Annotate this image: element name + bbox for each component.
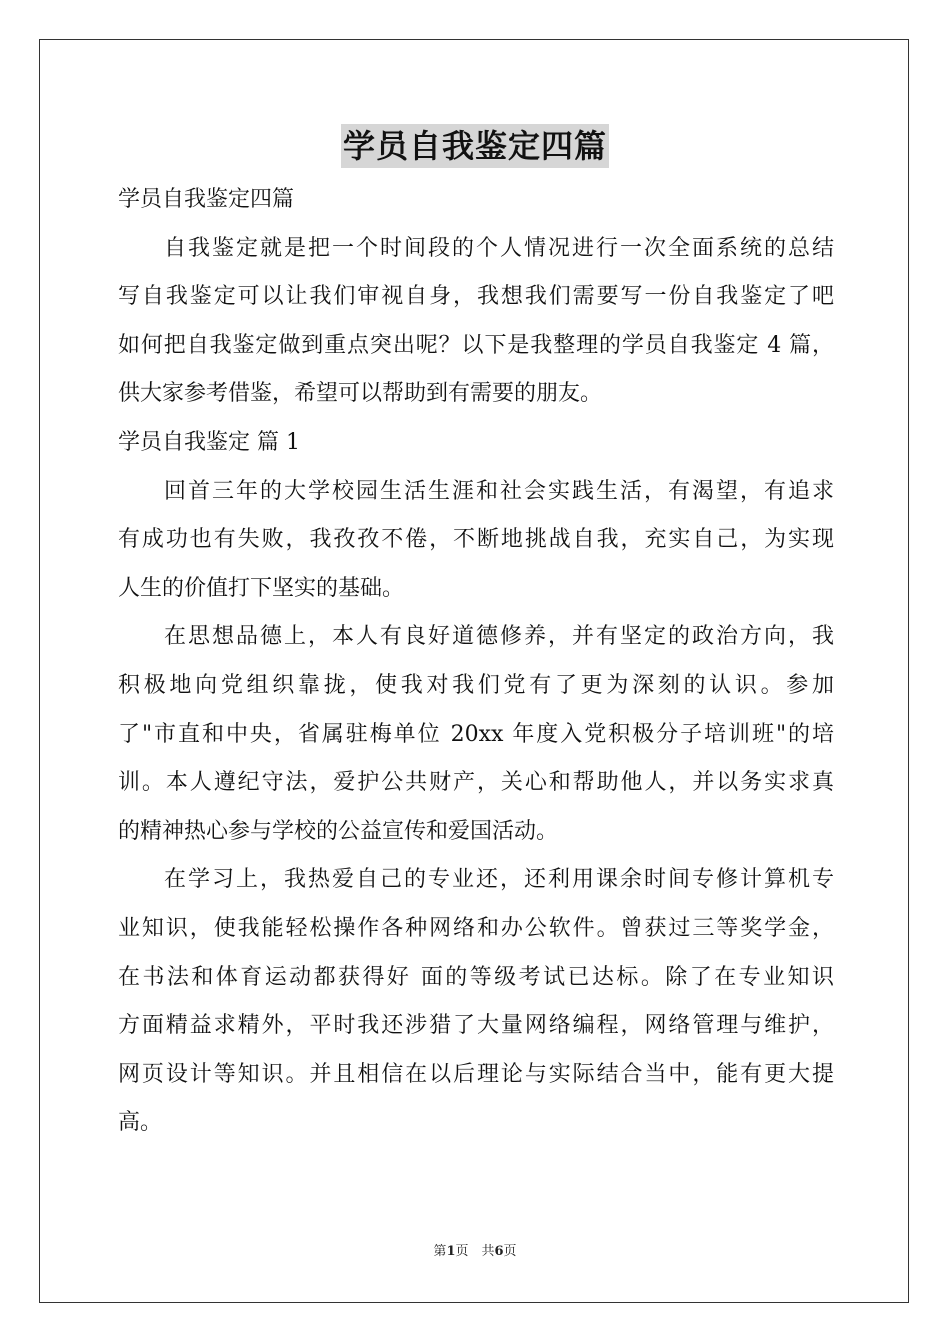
subtitle-line: 学员自我鉴定四篇 xyxy=(118,187,295,212)
text-line: 的精神热心参与学校的公益宣传和爱国活动。 xyxy=(118,818,559,844)
text-line: 在思想品德上，本人有良好道德修养，并有坚定的政治方向，我 xyxy=(164,624,834,650)
total-page-count: 6 xyxy=(494,1244,504,1259)
text-line: 回首三年的大学校园生活生涯和社会实践生活，有渴望，有追求 xyxy=(164,478,834,504)
text-line: 在学习上，我热爱自己的专业还，还利用课余时间专修计算机专 xyxy=(164,867,834,893)
text-line: 如何把自我鉴定做到重点突出呢？以下是我整理的学员自我鉴定 4 篇， xyxy=(118,332,834,358)
text-line: 在书法和体育运动都获得好 面的等级考试已达标。除了在专业知识 xyxy=(118,964,834,990)
text-line: 积极地向党组织靠拢，使我对我们党有了更为深刻的认识。参加 xyxy=(118,672,834,698)
text-line: 训。本人遵纪守法，爱护公共财产，关心和帮助他人，并以务实求真 xyxy=(118,770,834,796)
text-line: 网页设计等知识。并且相信在以后理论与实际结合当中，能有更大提 xyxy=(118,1061,834,1087)
document-title: 学员自我鉴定四篇 xyxy=(341,124,609,168)
footer-suffix: 页 xyxy=(503,1244,517,1259)
section-heading: 学员自我鉴定 篇 1 xyxy=(118,429,300,455)
text-line: 业知识，使我能轻松操作各种网络和办公软件。曾获过三等奖学金， xyxy=(118,915,834,941)
title-container xyxy=(0,124,950,168)
current-page-number: 1 xyxy=(446,1244,456,1259)
text-line: 供大家参考借鉴，希望可以帮助到有需要的朋友。 xyxy=(118,381,603,407)
footer-mid: 页 共 xyxy=(455,1244,495,1259)
text-line: 有成功也有失败，我孜孜不倦，不断地挑战自我，充实自己，为实现 xyxy=(118,527,834,553)
page-footer xyxy=(0,1240,950,1259)
text-line: 了"市直和中央，省属驻梅单位 20xx 年度入党积极分子培训班"的培 xyxy=(118,721,834,747)
footer-prefix: 第 xyxy=(433,1244,447,1259)
text-line: 高。 xyxy=(118,1110,163,1136)
text-line: 写自我鉴定可以让我们审视自身，我想我们需要写一份自我鉴定了吧 xyxy=(118,284,834,310)
text-line: 人生的价值打下坚实的基础。 xyxy=(118,575,405,601)
document-body xyxy=(118,176,834,1148)
text-line: 方面精益求精外，平时我还涉猎了大量网络编程，网络管理与维护， xyxy=(118,1013,834,1039)
text-line: 自我鉴定就是把一个时间段的个人情况进行一次全面系统的总结 xyxy=(164,235,834,261)
